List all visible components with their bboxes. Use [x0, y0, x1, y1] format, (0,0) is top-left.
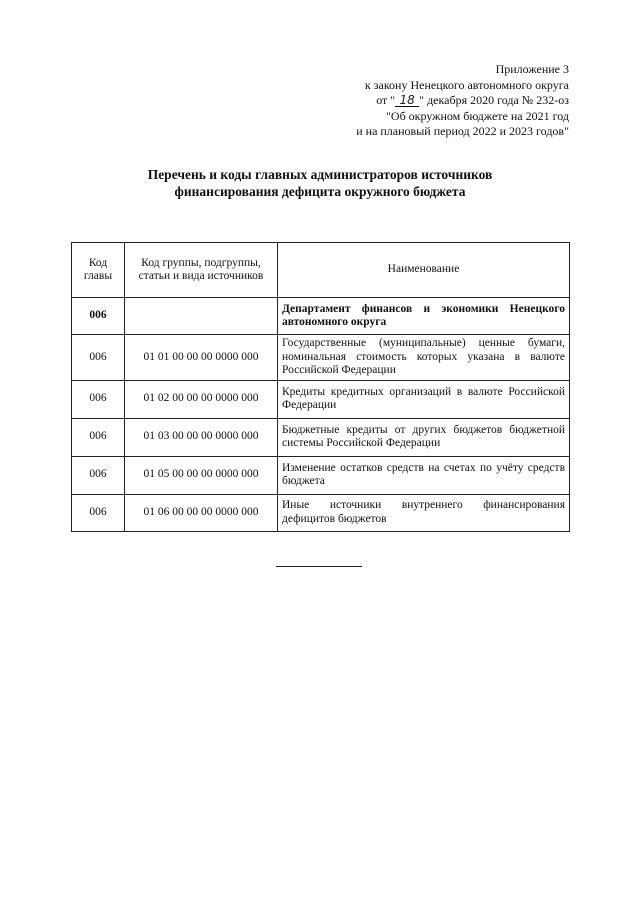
handwritten-day: 18 [395, 94, 419, 107]
table-row [72, 335, 570, 381]
appendix-number: Приложение 3 [495, 62, 569, 76]
table-row [72, 494, 570, 531]
name-cell: Кредиты кредитных организаций в валюте Российской Федерации [278, 380, 570, 418]
table-row [72, 380, 570, 418]
table-row [72, 298, 570, 335]
appendix-header [249, 62, 569, 140]
name-cell: Изменение остатков средств на счетах по учёту средств бюджета [278, 456, 570, 494]
chapter-code-cell: 006 [72, 494, 125, 531]
appendix-date-line [249, 93, 569, 109]
chapter-code-cell: 006 [72, 380, 125, 418]
name-cell: Бюджетные кредиты от других бюджетов бюджетной системы Российской Федерации [278, 418, 570, 456]
administrators-table [71, 242, 570, 532]
title-line-2: финансирования дефицита окружного бюджета [174, 184, 466, 199]
appendix-law-title-2: и на плановый период 2022 и 2023 годов" [356, 124, 569, 138]
chapter-code-cell: 006 [72, 335, 125, 381]
chapter-code-cell: 006 [72, 418, 125, 456]
source-code-cell: 01 01 00 00 00 0000 000 [125, 335, 278, 381]
source-code-cell [125, 298, 278, 335]
header-chapter-code: Код главы [72, 243, 125, 298]
source-code-cell: 01 03 00 00 00 0000 000 [125, 418, 278, 456]
table-header-row [72, 243, 570, 298]
chapter-code-cell: 006 [72, 456, 125, 494]
name-cell: Департамент финансов и экономики Ненецкого автономного округа [278, 298, 570, 335]
date-suffix: " декабря 2020 года № 232-оз [419, 93, 569, 107]
source-code-cell: 01 02 00 00 00 0000 000 [125, 380, 278, 418]
chapter-code-cell: 006 [72, 298, 125, 335]
name-cell: Иные источники внутреннего финансирования дефицитов бюджетов [278, 494, 570, 531]
source-code-cell: 01 06 00 00 00 0000 000 [125, 494, 278, 531]
header-name: Наименование [278, 243, 570, 298]
date-prefix: от " [376, 93, 396, 107]
table-row [72, 456, 570, 494]
name-cell: Государственные (муниципальные) ценные бумаги, номинальная стоимость которых указана в валюте Российской Федерации [278, 335, 570, 381]
title-line-1: Перечень и коды главных администраторов источников [147, 167, 493, 182]
appendix-law-reference: к закону Ненецкого автономного округа [364, 77, 569, 92]
document-title [70, 166, 570, 200]
header-source-code: Код группы, подгруппы, статьи и вида источников [125, 243, 278, 298]
appendix-law-title-1: "Об окружном бюджете на 2021 год [386, 108, 569, 123]
closing-separator-line [276, 566, 362, 567]
source-code-cell: 01 05 00 00 00 0000 000 [125, 456, 278, 494]
table-row [72, 418, 570, 456]
